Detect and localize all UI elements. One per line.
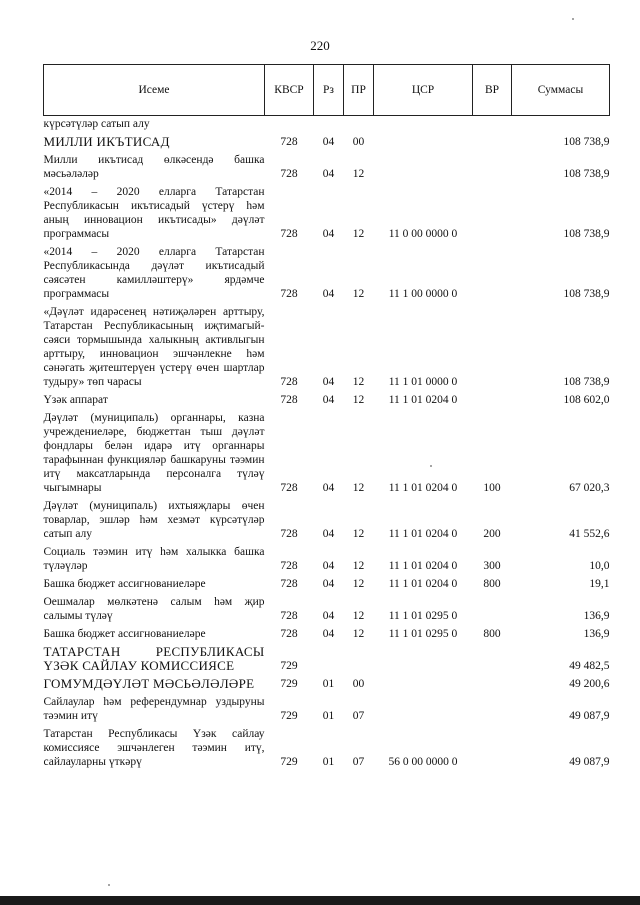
row-rz: 04 (322, 628, 335, 640)
table-row (44, 184, 610, 244)
row-rz: 01 (322, 710, 335, 722)
table-row (44, 498, 610, 544)
row-name: күрсәтүләр сатып алу (43, 118, 150, 130)
table-row (44, 304, 610, 392)
row-pr: 12 (352, 394, 365, 406)
row-name: Татарстан Республикасы Үзәк сайлау комиссиясе эшчәнлеген тәэмин итү, сайлауларны үткәрү (43, 728, 265, 768)
row-csr (374, 694, 473, 726)
row-vr: 300 (483, 560, 501, 572)
row-kvsr: 728 (280, 228, 298, 240)
row-csr: 11 0 00 0000 0 (388, 228, 458, 240)
row-name: Милли икътисад өлкәсендә башка мәсьәләләр (43, 154, 265, 180)
budget-table (43, 64, 610, 772)
table-row (44, 116, 610, 135)
table-row (44, 392, 610, 410)
scan-speck (430, 465, 432, 467)
page-number: 220 (310, 38, 330, 53)
row-sum: 136,9 (583, 610, 610, 622)
row-pr (344, 116, 374, 135)
row-sum: 108 738,9 (563, 136, 610, 148)
row-csr: 11 1 01 0204 0 (388, 482, 458, 494)
row-csr (374, 134, 473, 152)
row-rz (314, 644, 344, 676)
row-csr (374, 152, 473, 184)
row-pr: 12 (352, 610, 365, 622)
table-row (44, 152, 610, 184)
row-csr (374, 676, 473, 694)
table-row (44, 134, 610, 152)
row-rz: 04 (322, 288, 335, 300)
row-rz: 04 (322, 376, 335, 388)
row-rz: 04 (322, 394, 335, 406)
table-row (44, 410, 610, 498)
row-name: ТАТАРСТАН РЕСПУБЛИКАСЫ ҮЗӘК САЙЛАУ КОМИССИЯСЕ (43, 644, 265, 673)
row-csr: 11 1 01 0204 0 (388, 560, 458, 572)
table-row (44, 576, 610, 594)
row-pr: 12 (352, 628, 365, 640)
row-rz: 04 (322, 228, 335, 240)
table-row (44, 244, 610, 304)
row-rz: 01 (322, 678, 335, 690)
scan-border (0, 896, 640, 905)
row-pr: 12 (352, 228, 365, 240)
row-vr (473, 184, 512, 244)
row-name: Үзәк аппарат (43, 394, 108, 406)
row-csr: 11 1 01 0204 0 (388, 578, 458, 590)
row-name: Сайлаулар һәм референдумнар уздыруны тәэмин итү (43, 696, 265, 722)
row-pr: 12 (352, 376, 365, 388)
table-row (44, 626, 610, 644)
row-name: Башка бюджет ассигнованиеләре (43, 578, 206, 590)
row-kvsr: 728 (280, 528, 298, 540)
row-vr (473, 116, 512, 135)
row-name: Социаль тәэмин итү һәм халыкка башка түләүләр (43, 546, 265, 572)
row-rz: 04 (322, 578, 335, 590)
header-sum: Суммасы (512, 65, 610, 116)
row-kvsr: 728 (280, 610, 298, 622)
row-pr: 07 (352, 710, 365, 722)
row-rz: 04 (322, 610, 335, 622)
row-csr: 11 1 01 0204 0 (388, 394, 458, 406)
row-sum: 67 020,3 (569, 482, 610, 494)
row-pr: 12 (352, 288, 365, 300)
row-pr: 00 (352, 678, 365, 690)
row-pr: 12 (352, 560, 365, 572)
row-vr: 800 (483, 628, 501, 640)
row-kvsr: 729 (280, 710, 298, 722)
row-kvsr: 728 (280, 288, 298, 300)
row-sum: 49 482,5 (569, 660, 610, 672)
row-rz: 04 (322, 136, 335, 148)
row-csr: 56 0 00 0000 0 (388, 756, 458, 768)
row-rz: 04 (322, 168, 335, 180)
row-sum: 108 738,9 (563, 228, 610, 240)
header-vr: ВР (473, 65, 512, 116)
row-kvsr: 728 (280, 560, 298, 572)
table-row (44, 594, 610, 626)
row-csr: 11 1 01 0295 0 (388, 610, 458, 622)
row-vr (473, 726, 512, 772)
row-rz: 01 (322, 756, 335, 768)
row-pr: 12 (352, 528, 365, 540)
row-vr: 800 (483, 578, 501, 590)
row-csr (374, 116, 473, 135)
row-sum: 19,1 (589, 578, 610, 590)
row-csr: 11 1 01 0295 0 (388, 628, 458, 640)
row-kvsr (265, 116, 314, 135)
row-vr: 200 (483, 528, 501, 540)
row-vr: 100 (483, 482, 501, 494)
header-csr: ЦСР (374, 65, 473, 116)
row-rz: 04 (322, 528, 335, 540)
row-csr (374, 644, 473, 676)
scan-speck (108, 884, 110, 886)
row-pr: 00 (352, 136, 365, 148)
row-rz: 04 (322, 482, 335, 494)
row-csr: 11 1 00 0000 0 (388, 288, 458, 300)
row-pr: 12 (352, 578, 365, 590)
table-row (44, 694, 610, 726)
row-vr (473, 594, 512, 626)
row-sum: 10,0 (589, 560, 610, 572)
row-vr (473, 392, 512, 410)
row-name: Дәүләт (муниципаль) ихтыяҗлары өчен товарлар, эшләр һәм хезмәт күрсәтүләр сатып алу (43, 500, 265, 540)
row-kvsr: 729 (280, 756, 298, 768)
row-name: ГОМУМДӘҮЛӘТ МӘСЬӘЛӘЛӘРЕ (43, 676, 255, 691)
row-sum: 49 200,6 (569, 678, 610, 690)
row-name: «2014 – 2020 елларга Татарстан Республикасында дәүләт икътисадый сәясәтен камилләштерү» ярдәмче программасы (43, 246, 265, 300)
row-kvsr: 728 (280, 376, 298, 388)
row-pr: 07 (352, 756, 365, 768)
table-body (44, 116, 610, 773)
header-pr: ПР (344, 65, 374, 116)
row-kvsr: 729 (280, 678, 298, 690)
row-sum: 108 738,9 (563, 168, 610, 180)
row-name: Оешмалар мөлкәтенә салым һәм җир салымы түләү (43, 596, 265, 622)
row-kvsr: 728 (280, 168, 298, 180)
table-row (44, 544, 610, 576)
scan-speck (572, 18, 574, 20)
row-name: Башка бюджет ассигнованиеләре (43, 628, 206, 640)
row-vr (473, 244, 512, 304)
row-vr (473, 304, 512, 392)
header-kvsr: КВСР (265, 65, 314, 116)
row-vr (473, 694, 512, 726)
row-sum: 49 087,9 (569, 756, 610, 768)
row-sum: 108 738,9 (563, 376, 610, 388)
row-sum (512, 116, 610, 135)
row-rz (314, 116, 344, 135)
row-csr: 11 1 01 0000 0 (388, 376, 458, 388)
row-kvsr: 728 (280, 136, 298, 148)
row-kvsr: 728 (280, 578, 298, 590)
row-kvsr: 728 (280, 394, 298, 406)
row-sum: 49 087,9 (569, 710, 610, 722)
row-name: МИЛЛИ ИКЪТИСАД (43, 134, 170, 149)
row-kvsr: 728 (280, 628, 298, 640)
row-pr: 12 (352, 482, 365, 494)
row-vr (473, 676, 512, 694)
row-kvsr: 729 (280, 660, 298, 672)
table-row (44, 676, 610, 694)
header-name: Исеме (44, 65, 265, 116)
row-sum: 136,9 (583, 628, 610, 640)
table-header (44, 65, 610, 116)
table-row (44, 726, 610, 772)
row-pr (344, 644, 374, 676)
row-name: «2014 – 2020 елларга Татарстан Республикасын икътисадый үстерү һәм аның инновацион икътисады» дәүләт программасы (43, 186, 265, 240)
row-name: Дәүләт (муниципаль) органнары, казна учреждениеләре, бюджеттан тыш дәүләт фондлары белән идарә итү органнары тарафыннан функцияләр башкаруны тәэмин итү максатларында персоналга түләү чыгымнары (43, 412, 265, 494)
row-sum: 108 738,9 (563, 288, 610, 300)
row-rz: 04 (322, 560, 335, 572)
row-sum: 108 602,0 (563, 394, 610, 406)
row-name: «Дәүләт идарәсенең нәтиҗәләрен арттыру, Татарстан Республикасының иҗтимагый-сәяси тормышында халыкның активлыгын арттыру, инновацион эшчәнлекне һәм сәнәгать җитештерүен үстерү өчен шартлар тудыру» төп чарасы (43, 306, 265, 388)
row-vr (473, 152, 512, 184)
table-row (44, 644, 610, 676)
row-csr: 11 1 01 0204 0 (388, 528, 458, 540)
row-sum: 41 552,6 (569, 528, 610, 540)
row-vr (473, 644, 512, 676)
header-rz: Рз (314, 65, 344, 116)
row-vr (473, 134, 512, 152)
row-pr: 12 (352, 168, 365, 180)
row-kvsr: 728 (280, 482, 298, 494)
